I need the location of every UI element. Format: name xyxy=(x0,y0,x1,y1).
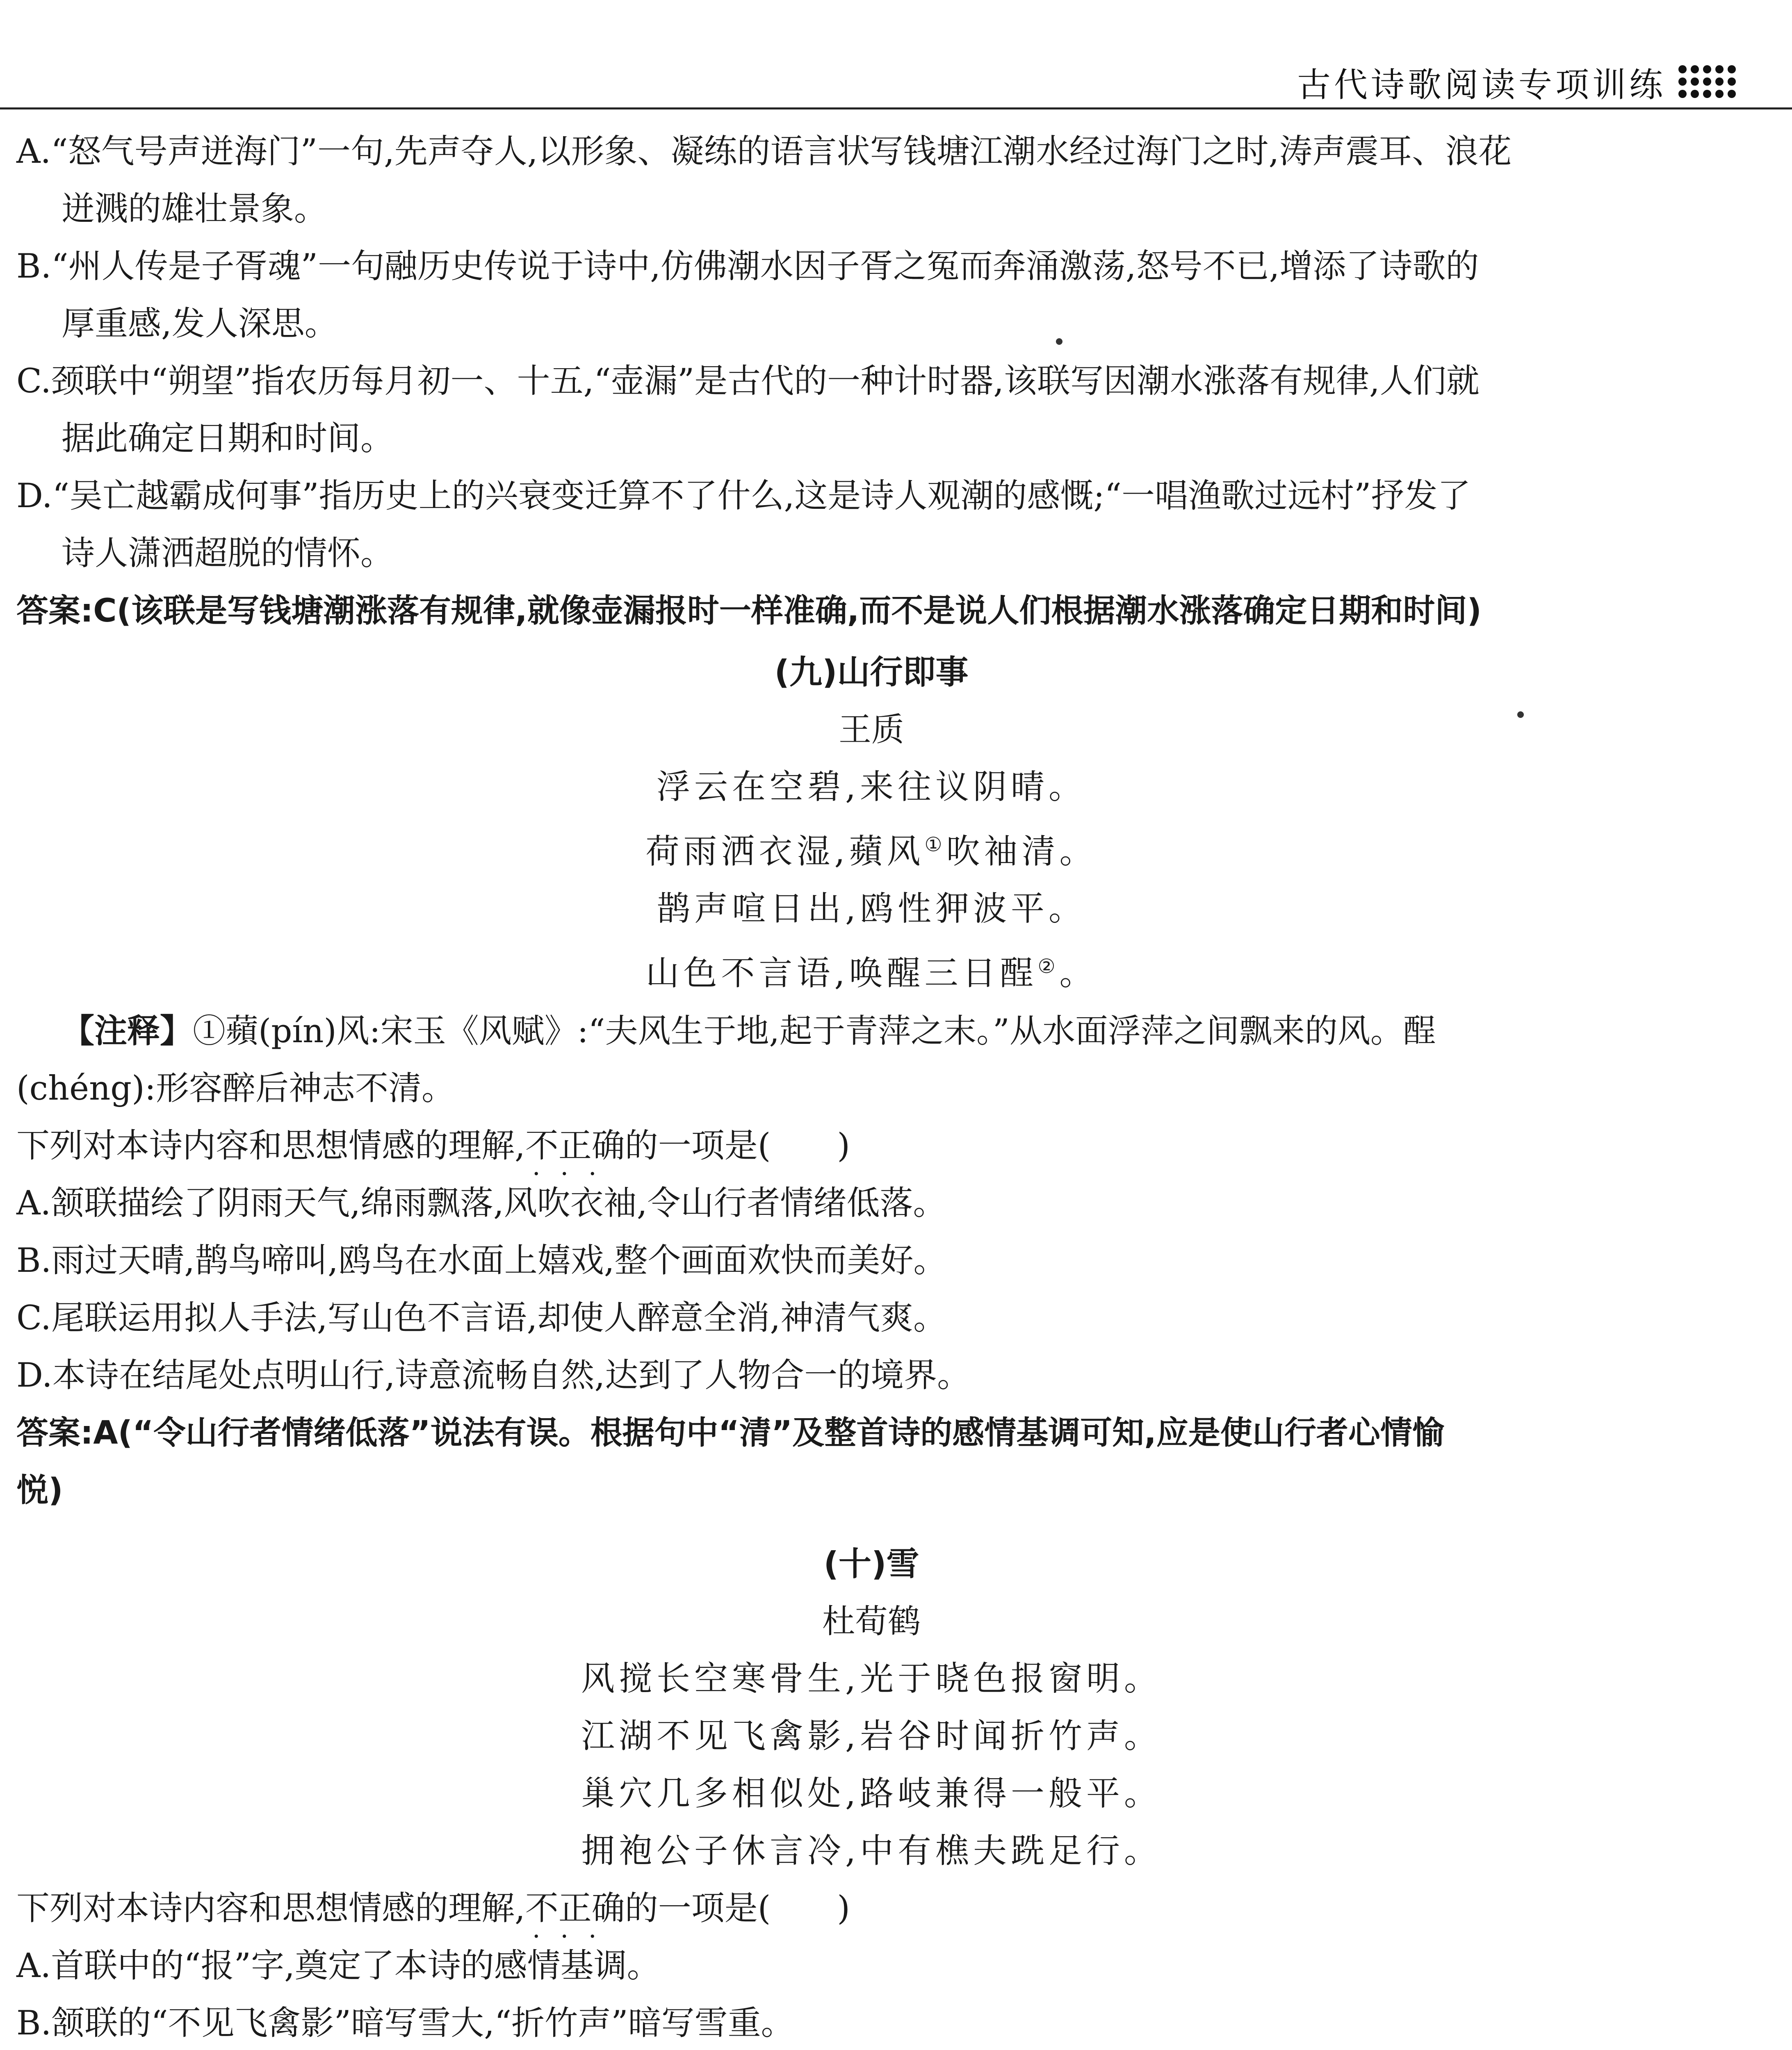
q8-options xyxy=(16,123,1726,582)
q8-option-b: B.“州人传是子胥魂”一句融历史传说于诗中,仿佛潮水因子胥之冤而奔涌激荡,怒号不已,增添了诗歌的 xyxy=(16,247,1479,286)
q8-option-c-cont: 据此确定日期和时间。 xyxy=(62,419,394,458)
q9-answer: 答案:A(“令山行者情绪低落”说法有误。根据句中“清”及整首诗的感情基调可知,应是使山行者心情愉 xyxy=(16,1414,1444,1451)
q8-option-c: C.颈联中“朔望”指农历每月初一、十五,“壶漏”是古代的一种计时器,该联写因潮水涨落有规律,人们就 xyxy=(16,362,1480,401)
q8-option-a: A.“怒气号声迸海门”一句,先声夺人,以形象、凝练的语言状写钱塘江潮水经过海门之时,涛声震耳、浪花 xyxy=(16,132,1512,171)
header-dots-icon xyxy=(1678,65,1737,99)
q10-option-a: A.首联中的“报”字,奠定了本诗的感情基调。 xyxy=(16,1946,660,1985)
q8-option-d: D.“吴亡越霸成何事”指历史上的兴衰变迁算不了什么,这是诗人观潮的感慨;“一唱渔歌过远村”抒发了 xyxy=(16,477,1471,515)
emphasis-dots: 不正确 ••• xyxy=(525,1127,625,1165)
q9-question: 下列对本诗内容和思想情感的理解,不正确 •••的一项是( ) xyxy=(16,1117,1726,1175)
q10-question: 下列对本诗内容和思想情感的理解,不正确 •••的一项是( ) xyxy=(16,1880,1726,1937)
q9-poem-line-2: 荷雨洒衣湿,蘋风①吹袖清。 xyxy=(645,832,1097,871)
scan-speck xyxy=(1517,711,1524,718)
q10-poem-line-2: 江湖不见飞禽影,岩谷时闻折竹声。 xyxy=(581,1716,1162,1756)
q10-poem-title: (十)雪 xyxy=(823,1544,919,1583)
q9-option-a: A.颔联描绘了阴雨天气,绵雨飘落,风吹衣袖,令山行者情绪低落。 xyxy=(16,1184,946,1223)
q9-option-b: B.雨过天晴,鹊鸟啼叫,鸥鸟在水面上嬉戏,整个画面欢快而美好。 xyxy=(16,1241,947,1280)
q9-poem-title: (九)山行即事 xyxy=(774,653,969,691)
page-header xyxy=(1297,61,1737,105)
q8-option-a-cont: 迸溅的雄壮景象。 xyxy=(62,190,328,228)
q8-option-d-cont: 诗人潇洒超脱的情怀。 xyxy=(62,534,394,573)
q8-option-b-cont: 厚重感,发人深思。 xyxy=(62,305,338,343)
header-divider xyxy=(0,107,1792,109)
q9-option-c: C.尾联运用拟人手法,写山色不言语,却使人醉意全消,神清气爽。 xyxy=(16,1298,947,1337)
q10-option-b: B.颔联的“不见飞禽影”暗写雪大,“折竹声”暗写雪重。 xyxy=(16,2004,794,2043)
q9-note xyxy=(16,1002,1726,1060)
emphasis-dots: 不正确 ••• xyxy=(525,1889,625,1928)
page-content xyxy=(16,123,1726,2050)
q9-poem-author: 王质 xyxy=(839,711,904,749)
note-label: 【注释】 xyxy=(62,1011,193,1050)
q8-answer: 答案:C(该联是写钱塘潮涨落有规律,就像壶漏报时一样准确,而不是说人们根据潮水涨落确定日期和时间) xyxy=(16,592,1482,629)
q10-poem-author: 杜荀鹤 xyxy=(822,1602,921,1640)
header-title: 古代诗歌阅读专项训练 xyxy=(1297,65,1666,105)
q9-poem-line-1: 浮云在空碧,来往议阴晴。 xyxy=(656,768,1087,806)
footnote-marker-2: ② xyxy=(1037,955,1060,978)
footnote-marker-1: ① xyxy=(924,833,946,856)
q9-answer-cont: 悦) xyxy=(16,1471,63,1509)
q9-poem-line-3: 鹊声喧日出,鸥性狎波平。 xyxy=(656,889,1087,929)
q10-poem-line-3: 巢穴几多相似处,路岐兼得一般平。 xyxy=(581,1774,1162,1813)
q10-poem-line-1: 风搅长空寒骨生,光于晓色报窗明。 xyxy=(581,1659,1162,1698)
q10-poem-line-4: 拥袍公子休言冷,中有樵夫跣足行。 xyxy=(581,1831,1162,1870)
q9-poem-line-4: 山色不言语,唤醒三日酲②。 xyxy=(645,954,1097,993)
scan-speck xyxy=(1056,338,1062,345)
q9-note-cont: (chéng):形容醉后神志不清。 xyxy=(16,1069,455,1108)
q9-option-d: D.本诗在结尾处点明山行,诗意流畅自然,达到了人物合一的境界。 xyxy=(16,1356,971,1395)
q9-note-text: ①蘋(pín)风:宋玉《风赋》:“夫风生于地,起于青萍之末。”从水面浮萍之间飘来的风。酲 xyxy=(193,1011,1436,1050)
